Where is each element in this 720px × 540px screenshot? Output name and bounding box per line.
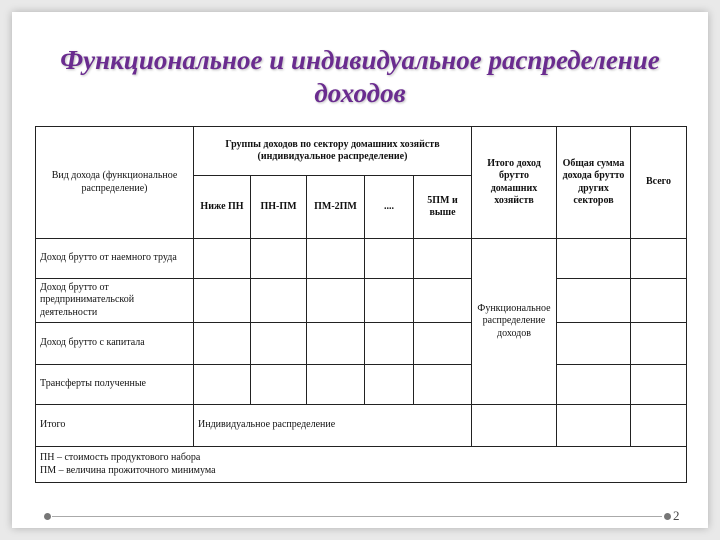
table-notes — [36, 447, 687, 483]
header-group: ПМ-2ПМ — [307, 176, 365, 239]
header-groups: Группы доходов по сектору домашних хозяйств (индивидуальное распределение) — [194, 127, 472, 176]
header-group: 5ПМ и выше — [414, 176, 472, 239]
header-total-households: Итого доход брутто домашних хозяйств — [472, 127, 557, 239]
income-distribution-table — [35, 126, 687, 483]
decor-dot-icon — [44, 513, 51, 520]
table-row — [36, 323, 687, 365]
header-group: ПН-ПМ — [251, 176, 307, 239]
table-row — [36, 279, 687, 323]
individual-distribution-cell: Индивидуальное распределение — [194, 405, 472, 447]
decor-line — [52, 516, 662, 517]
note: ПМ – величина прожиточного минимума — [40, 464, 216, 476]
note: ПН – стоимость продуктового набора — [40, 452, 201, 463]
slide-title: Функциональное и индивидуальное распределение доходов — [60, 45, 660, 108]
functional-distribution-cell: Функциональное распределение доходов — [472, 239, 557, 405]
header-group: Ниже ПН — [194, 176, 251, 239]
page-number: 2 — [673, 508, 680, 523]
row-label: Итого — [36, 405, 194, 447]
header-group: .... — [365, 176, 414, 239]
table-row-total — [36, 405, 687, 447]
table-row — [36, 365, 687, 405]
header-income-type: Вид дохода (функциональное распределение) — [36, 127, 194, 239]
row-label: Доход брутто от наемного труда — [36, 239, 194, 279]
table-row — [36, 239, 687, 279]
decor-dot-icon — [664, 513, 671, 520]
header-other-sectors: Общая сумма дохода брутто других секторов — [557, 127, 631, 239]
row-label: Трансферты полученные — [36, 365, 194, 405]
header-total: Всего — [631, 127, 687, 239]
row-label: Доход брутто с капитала — [36, 323, 194, 365]
row-label: Доход брутто от предпринимательской деятельности — [36, 279, 194, 323]
